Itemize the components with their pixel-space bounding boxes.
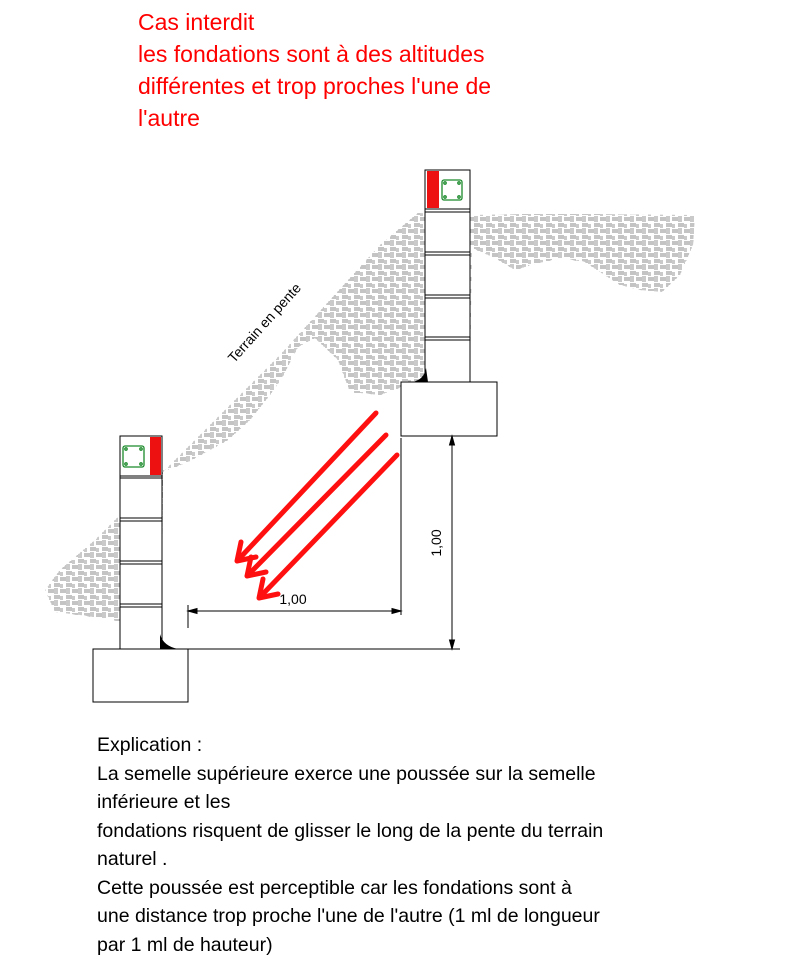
explanation-text (97, 731, 737, 959)
explanation-line: une distance trop proche l'une de l'autre (1 ml de longueur (97, 905, 600, 927)
lower-insulation-strip (150, 437, 161, 475)
explanation-line: inférieure et les (97, 791, 231, 813)
lower-fillet (160, 634, 178, 649)
vertical-dimension (450, 436, 455, 649)
explanation-line: fondations risquent de glisser le long de la pente du terrain (97, 819, 604, 842)
explanation-heading: Explication : (97, 734, 203, 756)
explanation-line: Cette poussée est perceptible car les fondations sont à (97, 876, 572, 899)
title-line: les fondations sont à des altitudes (138, 41, 485, 67)
vertical-dimension-label: 1,00 (428, 529, 444, 557)
upper-footing (401, 382, 497, 436)
thrust-arrows (237, 413, 397, 598)
thrust-arrow (247, 435, 386, 576)
horizontal-dimension-label: 1,00 (279, 591, 307, 607)
explanation-line: par 1 ml de hauteur) (97, 933, 273, 956)
title-line: Cas interdit (138, 9, 255, 35)
explanation-line: La semelle supérieure exerce une poussée sur la semelle (97, 762, 596, 785)
upper-insulation-strip (427, 171, 439, 208)
title-line: l'autre (138, 105, 200, 131)
lower-footing (93, 649, 188, 702)
thrust-arrow (237, 413, 376, 561)
explanation-line: naturel . (97, 848, 168, 870)
slope-label: Terrain en pente (224, 279, 305, 366)
thrust-arrow (259, 455, 397, 598)
title-line: différentes et trop proches l'une de (138, 73, 492, 99)
